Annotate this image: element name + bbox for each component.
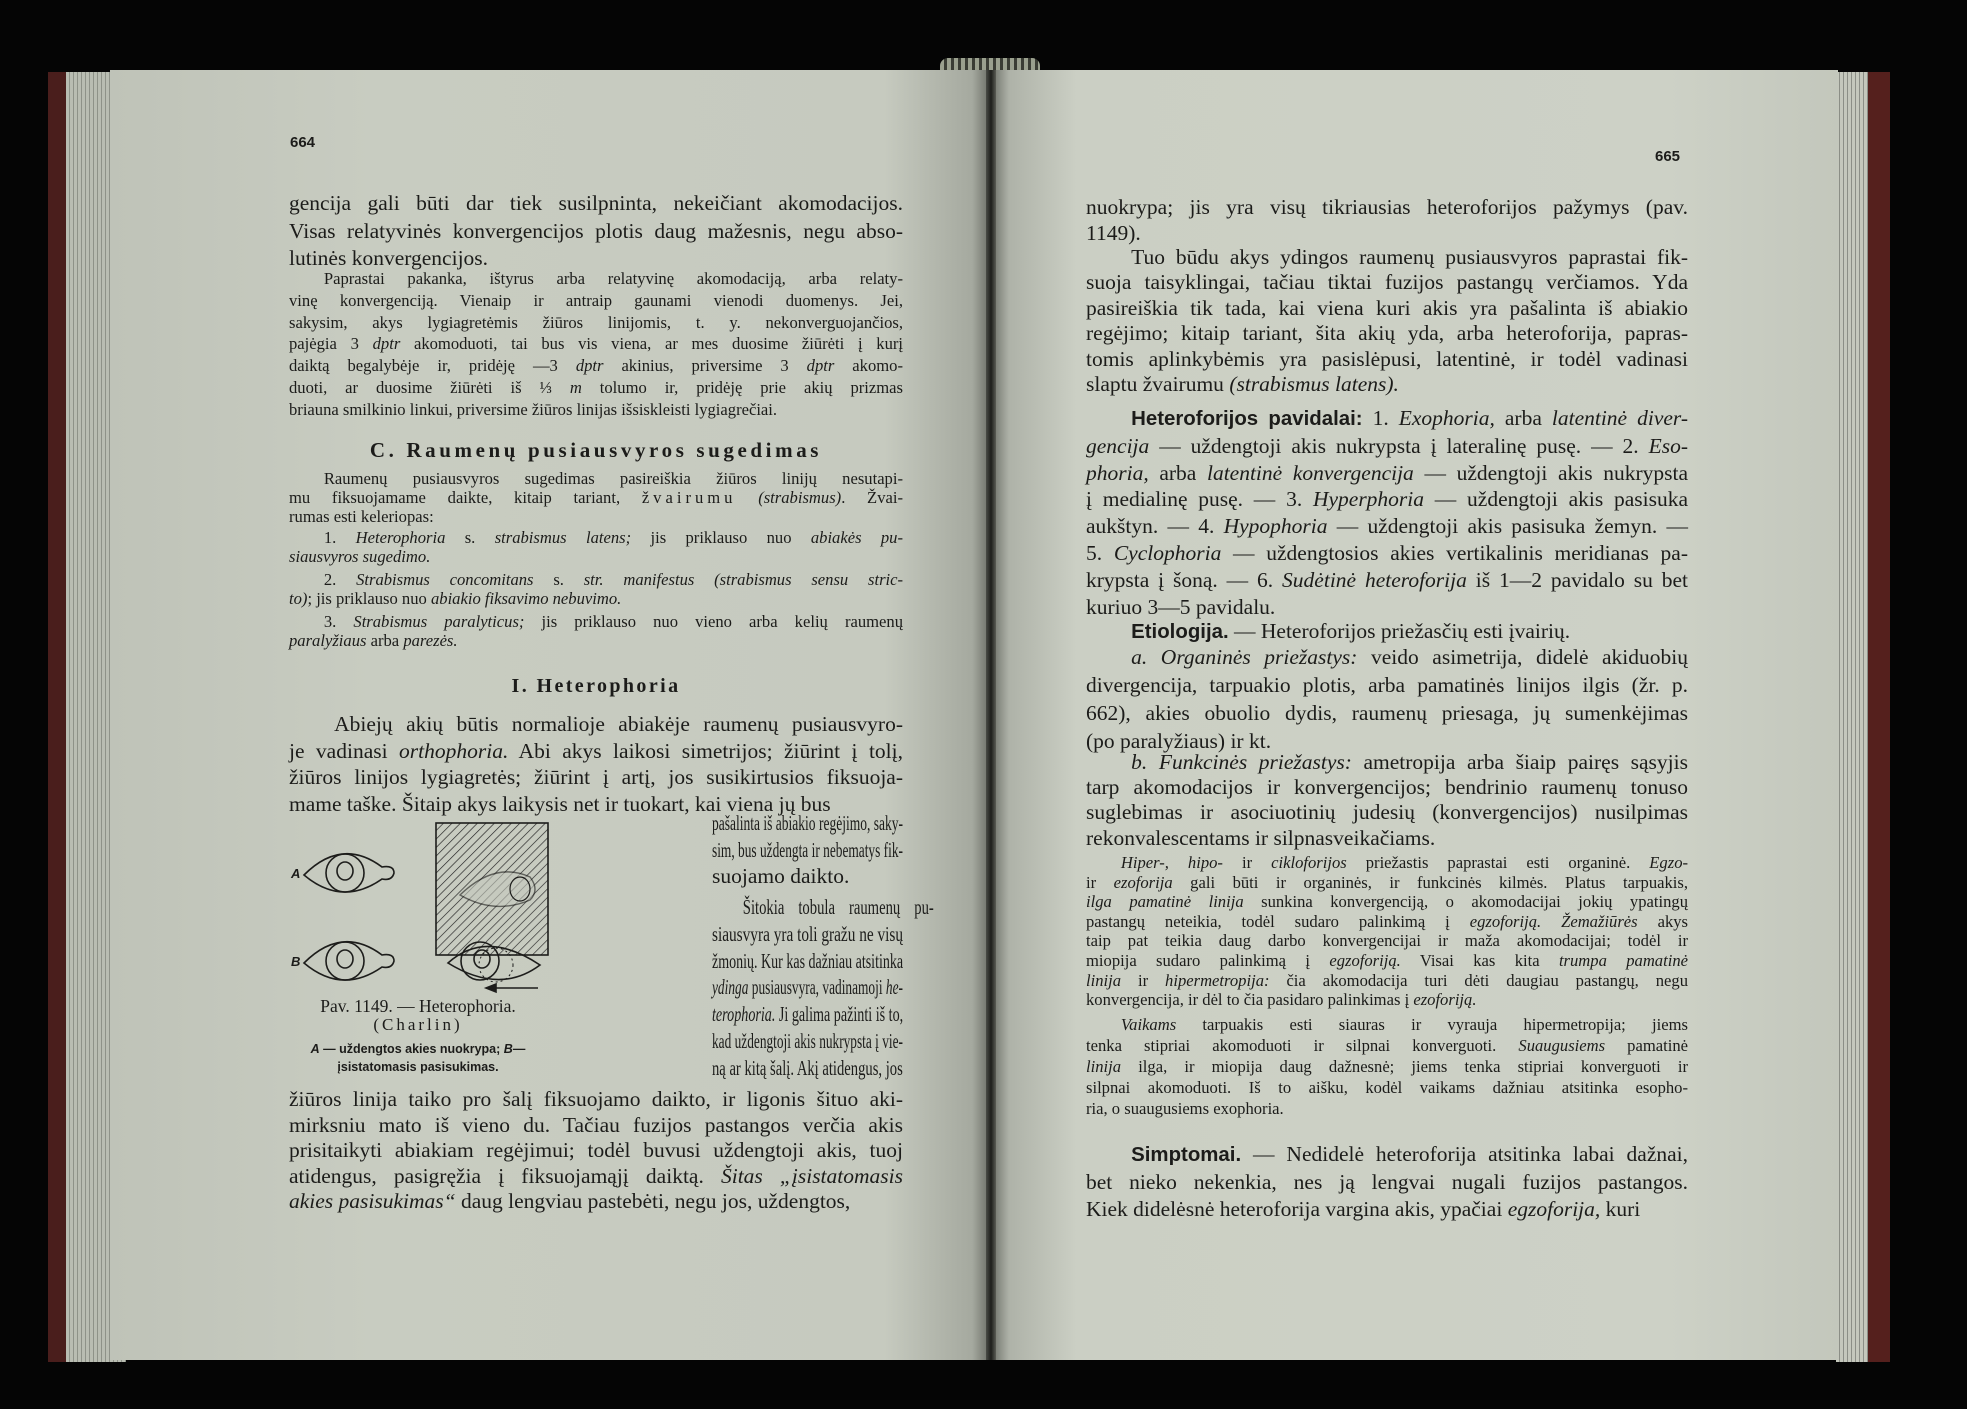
italic-text: Eso- [1648, 433, 1688, 458]
text-line [1086, 194, 1688, 220]
text-run: kuri [1600, 1197, 1641, 1221]
text-line [1086, 775, 1688, 800]
italic-text: ydinga [712, 975, 749, 1000]
italic-text: orthophoria. [399, 738, 509, 763]
text-line [1086, 486, 1688, 513]
text-line [1086, 931, 1688, 951]
text-line [1086, 296, 1688, 321]
heterophoria-illustration [290, 815, 550, 1000]
italic-text: Strabismus paralyticus; [353, 612, 525, 631]
text-run: atidengus, pasigręžia į fiksuojamąjį daiktą. [289, 1163, 721, 1188]
text-run: jis priklauso nuo [631, 528, 811, 547]
text-line [289, 488, 903, 507]
paragraph-heteroforijos-pavidalai [1086, 405, 1688, 620]
text-run: pastangų neteikia, todėl sudaro palinkimą į [1086, 911, 1470, 931]
text-run: (po paralyžiaus) ir kt. [1086, 729, 1272, 753]
text-run: Abiejų akių būtis normalioje abiakėje raumenų pusiausvyro- [334, 712, 903, 736]
text-run: siausvyra yra toli gražu ne visų [712, 921, 904, 946]
italic-text: paralyžiaus [289, 631, 367, 650]
text-line [289, 333, 903, 355]
text-run: Ji galima pažinti iš to, [775, 1002, 904, 1027]
text-line [289, 612, 903, 631]
text-line [1086, 347, 1688, 372]
text-run: — Nedidelė heteroforija atsitinka labai dažnai, [1241, 1142, 1688, 1166]
text-run: sunkina konvergenciją, o akomodacijai jokių ypatingų [1243, 892, 1688, 912]
italic-text: terophoria. [712, 1002, 776, 1027]
paragraph-small-print [1086, 1014, 1688, 1119]
text-run: ; jis priklauso nuo [307, 589, 431, 608]
italic-text: str. manifestus (strabismus sensu stric- [583, 570, 904, 589]
paragraph [289, 711, 903, 817]
text-line [1086, 873, 1688, 893]
text-line [1086, 800, 1688, 825]
text-run: 2. [323, 570, 357, 589]
text-run: miopija sudaro palinkimą į [1086, 950, 1330, 970]
text-run: tarpuakis esti siauras ir vyrauja hipermetropija; jiems [1176, 1015, 1688, 1034]
text-run: sakysim, akys lygiagretėmis žiūros linijomis, t. y. nekonverguojančios, [289, 312, 903, 332]
italic-text: Hiper-, hipo- [1120, 853, 1223, 872]
paragraph [289, 190, 903, 273]
text-run: — uždengtoji akis nukrypsta [1413, 460, 1688, 485]
text-line [289, 355, 903, 377]
text-line [1086, 1035, 1688, 1056]
text-line [290, 1040, 546, 1058]
paragraph-funkcines-priezastys [1086, 750, 1688, 851]
text-line [289, 312, 903, 334]
text-line [1086, 750, 1688, 775]
text-line [289, 507, 903, 526]
italic-text: dptr [575, 356, 604, 376]
italic-text: Heterophoria [355, 528, 446, 547]
text-run: arba [366, 631, 404, 650]
text-line [289, 764, 903, 791]
text-line [1086, 1077, 1688, 1098]
text-run: briauna smilkinio linkui, priversime žiūros linijas išsiskleisti lygiagrečiai. [289, 399, 778, 419]
text-line [289, 190, 903, 218]
text-run: 3. [323, 612, 354, 631]
text-line [712, 1001, 903, 1028]
italic-text: dptr [372, 334, 401, 354]
text-line [1086, 594, 1688, 621]
text-run: mame taške. Šitaip akys laikysis net ir tuokart, kai viena jų bus [289, 791, 831, 816]
text-run: tenka stipriai akomoduoti ir silpnai konverguoti. [1086, 1036, 1519, 1055]
text-run: arba [1148, 460, 1207, 485]
text-run [736, 488, 758, 507]
text-run: įsistatomasis pasisukimas. [337, 1060, 499, 1074]
figure-label-a: A [291, 866, 301, 881]
italic-text: Šitas „įsistatomasis [720, 1163, 903, 1188]
text-run: 662), akies obuolio dydis, raumenų priesaga, jų sumenkėjimas [1086, 701, 1688, 725]
text-run: silpnai akomoduoti. Iš to aišku, kodėl vaikams dažniau atsitinka esopho- [1086, 1078, 1688, 1097]
paragraph-simptomai [1086, 1141, 1688, 1223]
text-line [289, 547, 903, 566]
text-run: vinę konvergenciją. Vienaip ir antraip gaunami vienodi duomenys. Jei, [289, 290, 903, 310]
italic-text: phoria, [1086, 460, 1149, 485]
text-run: mu fiksuojamame daikte, kitaip tariant, [289, 488, 642, 507]
italic-text: Sudėtinė heteroforija [1282, 567, 1467, 592]
text-run: regėjimo; kitaip tariant, šita akių yda, arba heteroforija, papras- [1086, 321, 1688, 346]
text-line [290, 1058, 546, 1076]
italic-text: he- [885, 975, 903, 1000]
text-line [289, 589, 903, 608]
italic-text: abiakės pu- [810, 528, 903, 547]
figure-caption-title: Pav. 1149. — Heterophoria. [320, 996, 516, 1016]
text-line [1086, 513, 1688, 540]
paragraph-etiologija [1086, 618, 1688, 645]
text-run: pusiausvyra, vadinamoji [748, 975, 886, 1000]
figure-label-b: B [291, 954, 301, 969]
text-run: 1. [1362, 406, 1399, 430]
text-line [1086, 321, 1688, 346]
text-run: 1. [323, 528, 356, 547]
text-run: pajėgia 3 [289, 334, 373, 354]
text-line [712, 1028, 903, 1055]
italic-text: Exophoria, [1398, 406, 1495, 430]
text-run: Raumenų pusiausvyros sugedimas pasireiškia žiūros linijų nesutapi- [323, 469, 903, 488]
text-run: suglebimas ir asociuotinių judesių (konvergencijos) nusilpimas [1086, 800, 1688, 825]
page-edges-right [1836, 72, 1868, 1362]
italic-text: linija [1086, 1057, 1122, 1076]
text-run: iš 1—2 pavidalo su bet [1466, 567, 1688, 592]
text-line [1086, 1169, 1688, 1196]
bold-run-in-heading: Simptomai. [1131, 1144, 1242, 1166]
text-line [289, 711, 903, 738]
text-run: ir [1121, 970, 1166, 990]
italic-text: (strabismus) [758, 488, 842, 507]
text-run: daug lengviau pastebėti, negu jos, uždengtos, [455, 1189, 851, 1214]
text-run: priežastis paprastai esti organinė. [1346, 853, 1650, 872]
italic-text: akies pasisukimas“ [289, 1189, 456, 1214]
text-line [712, 921, 903, 948]
text-run: gencija gali būti dar tiek susilpninta, nekeičiant akomodacijos. [289, 191, 903, 215]
text-run: čia akomodacija turi dėti daugiau pastangų, negu [1269, 970, 1688, 990]
text-run: ir [1086, 872, 1114, 892]
italic-text: gencija [1086, 433, 1150, 458]
paragraph [289, 1087, 903, 1215]
text-line [289, 570, 903, 589]
text-run: suoja taisyklingai, tačiau tiktai fuzijos pastangų verčiamos. Yda [1086, 270, 1688, 295]
italic-text: ezoforiją. [1413, 990, 1477, 1010]
text-line [289, 218, 903, 246]
italic-text: ezoforija [1113, 872, 1173, 892]
text-run: 1149). [1086, 221, 1141, 245]
paragraph-wrapped [712, 894, 934, 1082]
text-run: — uždengtoji akis pasisuka [1424, 487, 1688, 512]
text-line [1086, 460, 1688, 487]
figure-caption-source: (Charlin) [373, 1015, 463, 1034]
book-gutter [986, 70, 996, 1360]
italic-text: Hyperphoria [1312, 487, 1425, 512]
italic-text: trumpa pamatinė [1558, 950, 1688, 970]
italic-text: cikloforijos [1271, 853, 1347, 872]
text-line [1086, 671, 1688, 699]
text-run: krypsta į šoną. — 6. [1086, 567, 1283, 592]
text-run: — uždengtoji akis nukrypsta į lateralinę pusę. — 2. [1149, 433, 1649, 458]
text-run: ir [1222, 853, 1272, 872]
text-run: taip pat teikia daug darbo konvergencijai ir maža akomodacijai; todėl ir [1086, 931, 1688, 951]
text-line [289, 738, 903, 765]
text-run: — [512, 1042, 526, 1056]
text-line [289, 1189, 903, 1215]
text-line [1086, 990, 1688, 1010]
book-cover-right [1866, 72, 1890, 1362]
paragraph-small-print [289, 268, 903, 421]
italic-text: Strabismus concomitans [356, 570, 534, 589]
italic-text: a. Organinės priežastys: [1131, 645, 1358, 669]
italic-text: (strabismus latens). [1229, 372, 1399, 397]
text-run: veido asimetrija, didelė akiduobių [1357, 645, 1689, 669]
text-line [289, 1164, 903, 1190]
list-item [289, 570, 903, 608]
text-run: tomis aplinkybėmis yra pasislėpusi, latentinė, ir todėl vadinasi [1086, 346, 1688, 371]
text-run: ną ar kitą šalį. Akį atidengus, jos [712, 1055, 903, 1080]
text-line [1086, 372, 1688, 397]
text-run: arba [1494, 406, 1552, 430]
text-run: — Heteroforijos priežasčių esti įvairių. [1228, 619, 1571, 643]
italic-text: Vaikams [1120, 1015, 1177, 1034]
text-run: akomo- [834, 356, 903, 376]
text-run: prisitaikyti abiakiam regėjimui; todėl buvusi uždengtoji akis, tuoj [289, 1138, 903, 1163]
italic-text: abiakio fiksavimo nebuvimo. [430, 589, 622, 608]
text-run: lutinės konvergencijos. [289, 246, 489, 271]
text-line [289, 1087, 903, 1113]
text-run: kuriuo 3—5 pavidalu. [1086, 594, 1276, 619]
italic-text: egzoforiją. [1329, 950, 1401, 970]
text-line [289, 377, 903, 399]
text-line [1086, 853, 1688, 873]
paragraph [1086, 194, 1688, 246]
italic-text: parezės. [403, 631, 458, 650]
text-line [712, 948, 903, 975]
text-line [1086, 433, 1688, 460]
italic-text: m [569, 377, 582, 397]
text-run: pamatinė [1605, 1036, 1688, 1055]
text-line [1086, 1196, 1688, 1223]
text-line [1086, 618, 1688, 645]
text-line [1086, 971, 1688, 991]
text-line [712, 1055, 903, 1082]
text-line [1086, 270, 1688, 295]
italic-text: strabismus latens; [494, 528, 632, 547]
text-line [1086, 826, 1688, 851]
text-line [1086, 1098, 1688, 1119]
text-line [1086, 699, 1688, 727]
text-run: tolumo ir, pridėję prie akių prizmas [581, 377, 903, 397]
text-line [1086, 567, 1688, 594]
text-run: Visas relatyvinės konvergencijos plotis daug mažesnis, negu abso- [289, 218, 903, 243]
paragraph-small-print [289, 469, 903, 526]
text-run: mirksniu mato iš vieno du. Tačiau fuzijos pastangos verčia akis [289, 1112, 903, 1137]
text-run: rekonvalescentams ir silpnasveikačiams. [1086, 825, 1436, 850]
text-run: sim, bus uždengta ir nebematys fik- [712, 837, 903, 862]
italic-text: Cyclophoria [1113, 540, 1222, 565]
italic-text: A [310, 1042, 320, 1056]
text-run: ametropija arba šiaip pairęs sąsyjis [1351, 750, 1688, 774]
text-run: žiūros linija taiko pro šalį fiksuojamo daikto, ir ligonis šituo aki- [289, 1087, 903, 1111]
italic-text: Žemažiūrės [1561, 911, 1638, 931]
text-run: gali būti ir organinės, ir funkcinės kilmės. Platus tarpuakis, [1172, 872, 1688, 892]
text-line [1086, 540, 1688, 567]
text-line [289, 469, 903, 488]
page-number-left: 664 [290, 134, 316, 151]
paragraph-organines-priezastys [1086, 643, 1688, 755]
text-line [712, 863, 903, 890]
eye-icon [304, 942, 394, 980]
text-run: daiktą begalybėje ir, pridėję —3 [289, 356, 576, 376]
text-line [289, 399, 903, 421]
text-line [289, 1113, 903, 1139]
text-run: 5. [1086, 540, 1114, 565]
text-run: nuokrypa; jis yra visų tikriausias heteroforijos pažymys (pav. [1086, 195, 1688, 219]
figure-legend [290, 1040, 546, 1076]
text-line [1086, 1014, 1688, 1035]
text-run: Paprastai pakanka, ištyrus arba relatyvinę akomodaciją, arba relaty- [323, 269, 903, 288]
section-heading-heterophoria: I. Heterophoria [511, 675, 681, 697]
list-item [289, 612, 903, 650]
text-line [712, 837, 903, 864]
text-line [1086, 1056, 1688, 1077]
text-run: Visai kas kita [1400, 950, 1559, 970]
text-line [1086, 1141, 1688, 1169]
italic-text: latentinė konvergencija [1206, 460, 1414, 485]
text-run: Abi akys laikosi simetrijos; žiūrint į tolį, [508, 738, 903, 763]
text-run: Tuo būdu akys ydingos raumenų pusiausvyros paprastai fik- [1131, 245, 1688, 269]
arrow-left-icon [486, 984, 538, 992]
text-run: divergencija, tarpuakio plotis, arba pamatinės linijos ilgis (žr. p. [1086, 673, 1688, 697]
italic-text: ilga pamatinė linija [1086, 892, 1244, 912]
text-run: pasireiškia tik tada, kai viena kuri akis yra pašalinta iš abiakio [1086, 295, 1688, 320]
italic-text: B [503, 1042, 513, 1056]
italic-text: Hypophoria [1223, 514, 1328, 539]
text-line [1086, 912, 1688, 932]
text-run: pašalinta iš abiakio regėjimo, saky- [712, 811, 903, 835]
text-line [1086, 892, 1688, 912]
text-run: akomoduoti, tai bus vis viena, ar mes duosime žiūrėti į kurį [400, 334, 903, 354]
text-line [1086, 951, 1688, 971]
text-line [289, 268, 903, 290]
text-run [1541, 912, 1561, 931]
italic-text: Suaugusiems [1518, 1036, 1606, 1055]
text-run: akys [1637, 911, 1688, 931]
italic-text: to) [289, 589, 308, 608]
text-run: — uždengtos akies nuokrypa; [319, 1042, 504, 1056]
list-item [289, 528, 903, 566]
paragraph-small-print [1086, 853, 1688, 1010]
italic-text: b. Funkcinės priežastys: [1131, 750, 1352, 774]
text-run: jis priklauso nuo vieno arba kelių raumenų [524, 612, 903, 631]
text-run: žmonių. Kur kas dažniau atsitinka [712, 948, 904, 973]
eye-icon [304, 854, 394, 892]
text-line [712, 974, 903, 1001]
text-line [1086, 220, 1688, 246]
page-number-right: 665 [1655, 148, 1681, 165]
italic-text: linija [1086, 970, 1122, 990]
italic-text: egzoforija, [1507, 1197, 1601, 1221]
paragraph [1086, 245, 1688, 397]
italic-text: egzoforiją. [1469, 911, 1542, 931]
hatched-cover-icon [436, 823, 548, 955]
text-run: — uždengtoji akis pasisuka žemyn. — [1327, 514, 1688, 539]
text-run: duoti, ar duosime žiūrėti iš ⅓ [289, 377, 570, 397]
text-run: kad uždengtoji akis nukrypsta į vie- [712, 1028, 903, 1053]
text-run: — uždengtosios akies vertikalinis meridianas pa- [1221, 540, 1688, 565]
text-run: . Žvai- [841, 488, 903, 507]
text-run: slaptu žvairumu [1086, 372, 1230, 397]
text-run: ilga, ir miopija daug dažnesnė; jiems tenka stipriai konverguoti ir [1121, 1057, 1688, 1076]
text-line [289, 1138, 903, 1164]
text-run: je vadinasi [289, 738, 400, 763]
text-run: konvergencija, ir dėl to čia pasidaro palinkimas į [1086, 990, 1414, 1010]
text-run: s. [445, 528, 495, 547]
bold-run-in-heading: Heteroforijos pavidalai: [1131, 408, 1363, 430]
italic-text: latentinė diver- [1551, 406, 1689, 430]
text-run: rumas esti keleriopas: [289, 507, 434, 526]
text-run: į medialinę pusę. — 3. [1086, 487, 1313, 512]
text-run: akinius, priversime 3 [603, 356, 807, 376]
text-run: Kiek didelėsnė heteroforija vargina akis, ypačiai [1086, 1197, 1508, 1221]
text-line [289, 290, 903, 312]
spaced-emphasis: žvairumu [641, 488, 737, 507]
text-run: ria, o suaugusiems exophoria. [1086, 1099, 1284, 1118]
text-run: aukštyn. — 4. [1086, 514, 1224, 539]
italic-text: Egzo- [1649, 853, 1689, 872]
text-line [1086, 643, 1688, 671]
text-run: žiūros linijos lygiagretės; žiūrint į artį, jos susikirtusios fiksuoja- [289, 765, 903, 789]
italic-text: dptr [806, 356, 835, 376]
text-line [289, 528, 903, 547]
text-line [712, 810, 903, 837]
section-heading-c: C. Raumenų pusiausvyros sugedimas [369, 438, 823, 462]
text-line [289, 631, 903, 650]
text-line [1086, 405, 1688, 433]
bold-run-in-heading: Etiologija. [1131, 621, 1229, 643]
text-run: s. [533, 570, 584, 589]
text-line [712, 894, 934, 921]
text-run: suojamo daikto. [712, 864, 850, 888]
text-run: Šitokia tobula raumenų pu- [742, 895, 934, 919]
italic-text: hipermetropija: [1165, 970, 1270, 990]
italic-text: siausvyros sugedimo. [289, 547, 431, 566]
text-line [1086, 245, 1688, 270]
paragraph-wrapped [712, 810, 903, 890]
text-run: tarp akomodacijos ir konvergencijos; bendrinio raumenų tonuso [1086, 775, 1688, 800]
text-run: bet nieko nekenkia, nes ją lengvai nugali fuzijos pastangos. [1086, 1170, 1688, 1194]
